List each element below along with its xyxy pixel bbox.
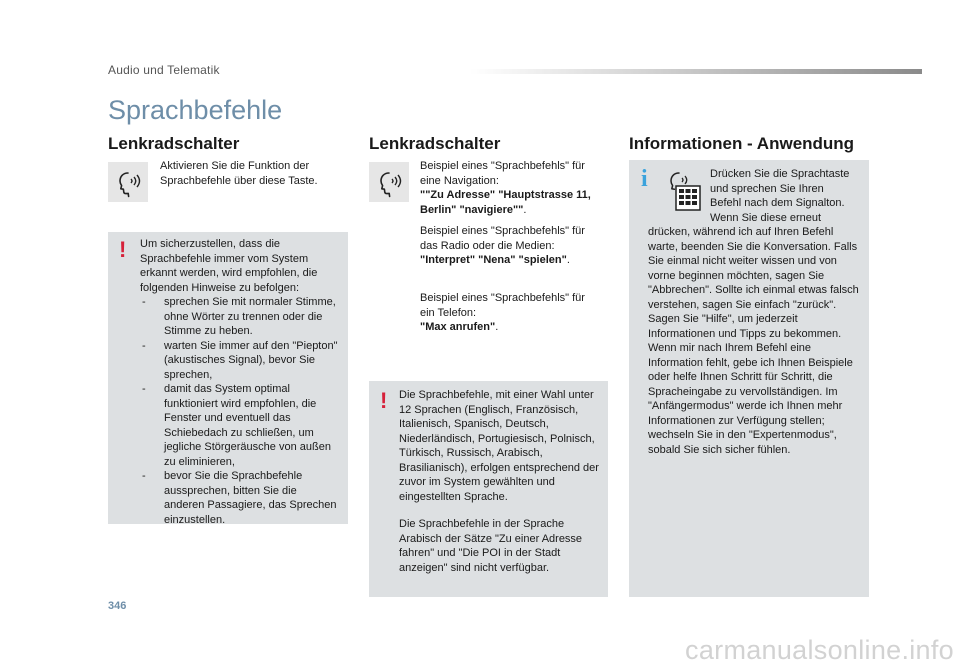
section-label: Audio und Telematik (108, 63, 220, 77)
middle-warning-box (369, 381, 608, 597)
info-line: Drücken Sie die Sprachtaste (710, 168, 850, 180)
info-line: Befehl nach dem Signalton. (710, 197, 845, 209)
right-column-heading: Informationen - Anwendung (629, 134, 855, 153)
voice-command-icon (369, 162, 409, 202)
list-item: - bevor Sie die Sprachbefehle aussprechen, bitten Sie die anderen Passagiere, das Sprechen einzustellen. (140, 469, 340, 527)
list-item: - sprechen Sie mit normaler Stimme, ohne Wörter zu trennen oder die Stimme zu heben. (140, 295, 340, 339)
middle-warning-para1: Die Sprachbefehle, mit einer Wahl unter 12 Sprachen (Englisch, Französisch, Italienisch, Spanisch, Deutsch, Niederländisch, Portugiesisch, Polnisch, Türkisch, Russisch, Arabisch, Brasilianisch), erfolgen entsprechend der zuvor im System gewählten und eingestellten Sprache. (399, 389, 599, 503)
example-lead: Beispiel eines "Sprachbefehls" für das Radio oder die Medien: (420, 225, 585, 252)
watermark: carmanualsonline.info (685, 635, 954, 665)
example-lead: Beispiel eines "Sprachbefehls" für eine Navigation: (420, 160, 585, 187)
left-column-heading: Lenkradschalter (108, 134, 240, 153)
middle-column-heading: Lenkradschalter (369, 134, 501, 153)
example-phone (420, 291, 600, 335)
header-rule (470, 69, 922, 74)
left-warning-content (140, 237, 340, 527)
example-radio (420, 224, 600, 268)
example-navigation (420, 159, 600, 217)
info-box (629, 160, 869, 597)
example-tail: . (495, 321, 499, 333)
left-intro-text: Aktivieren Sie die Funktion der Sprachbefehle über diese Taste. (160, 160, 318, 187)
warning-icon: ! (119, 237, 127, 262)
example-lead: Beispiel eines "Sprachbefehls" für ein Telefon: (420, 292, 585, 319)
page-number: 346 (108, 600, 127, 612)
info-body-text: drücken, während ich auf Ihren Befehl warte, beenden Sie die Konversation. Falls Sie einmal nicht weiter wissen und von vorne beginnen möchten, sagen Sie "Abbrechen". Sollte ich einmal etwas falsch verstehen, sagen Sie einfach "zurück". Sagen Sie "Hilfe", um jederzeit Informationen und Tipps zu bekommen. Wenn mir nach Ihrem Befehl eine Information fehlt, gebe ich Ihnen Beispiele oder helfe Ihnen Schritt für Schritt, die Spracheingabe zu vervollständigen. Im "Anfängermodus" werde ich Ihnen mehr Informationen zur Verfügung stellen; wechseln Sie in den "Expertenmodus", sobald Sie sich sicher fühlen. (648, 226, 859, 456)
example-command: "Max anrufen" (420, 321, 496, 333)
list-item: - warten Sie immer auf den "Piepton" (akustisches Signal), bevor Sie sprechen, (140, 339, 340, 383)
voice-command-keypad-icon (662, 168, 702, 214)
voice-command-icon (108, 162, 148, 202)
middle-warning-para2: Die Sprachbefehle in der Sprache Arabisch der Sätze "Zu einer Adresse fahren" und "Die POI in der Stadt anzeigen" sind nicht verfügbar. (399, 518, 583, 574)
info-line: Wenn Sie diese erneut (710, 211, 822, 224)
page-title: Sprachbefehle (108, 95, 283, 125)
left-warning-intro: Um sicherzustellen, dass die Sprachbefehle immer vom System erkannt werden, wird empfohlen, die folgenden Hinweise zu befolgen: (140, 238, 318, 294)
example-tail: . (566, 254, 570, 266)
info-line: und sprechen Sie Ihren (710, 182, 824, 195)
list-item: - damit das System optimal funktioniert wird empfohlen, die Fenster und eventuell das Schiebedach zu schließen, um jegliche Störgeräusche von außen zu eliminieren, (140, 382, 340, 469)
left-warning-list (140, 295, 340, 527)
example-command: ""Zu Adresse" "Hauptstrasse 11, Berlin" "navigiere"" (420, 189, 591, 216)
info-lead-text (710, 167, 860, 225)
warning-icon: ! (380, 388, 388, 413)
left-warning-box (108, 232, 348, 524)
example-command: "Interpret" "Nena" "spielen" (420, 254, 567, 266)
example-tail: . (523, 203, 527, 216)
info-icon: i (641, 166, 648, 192)
